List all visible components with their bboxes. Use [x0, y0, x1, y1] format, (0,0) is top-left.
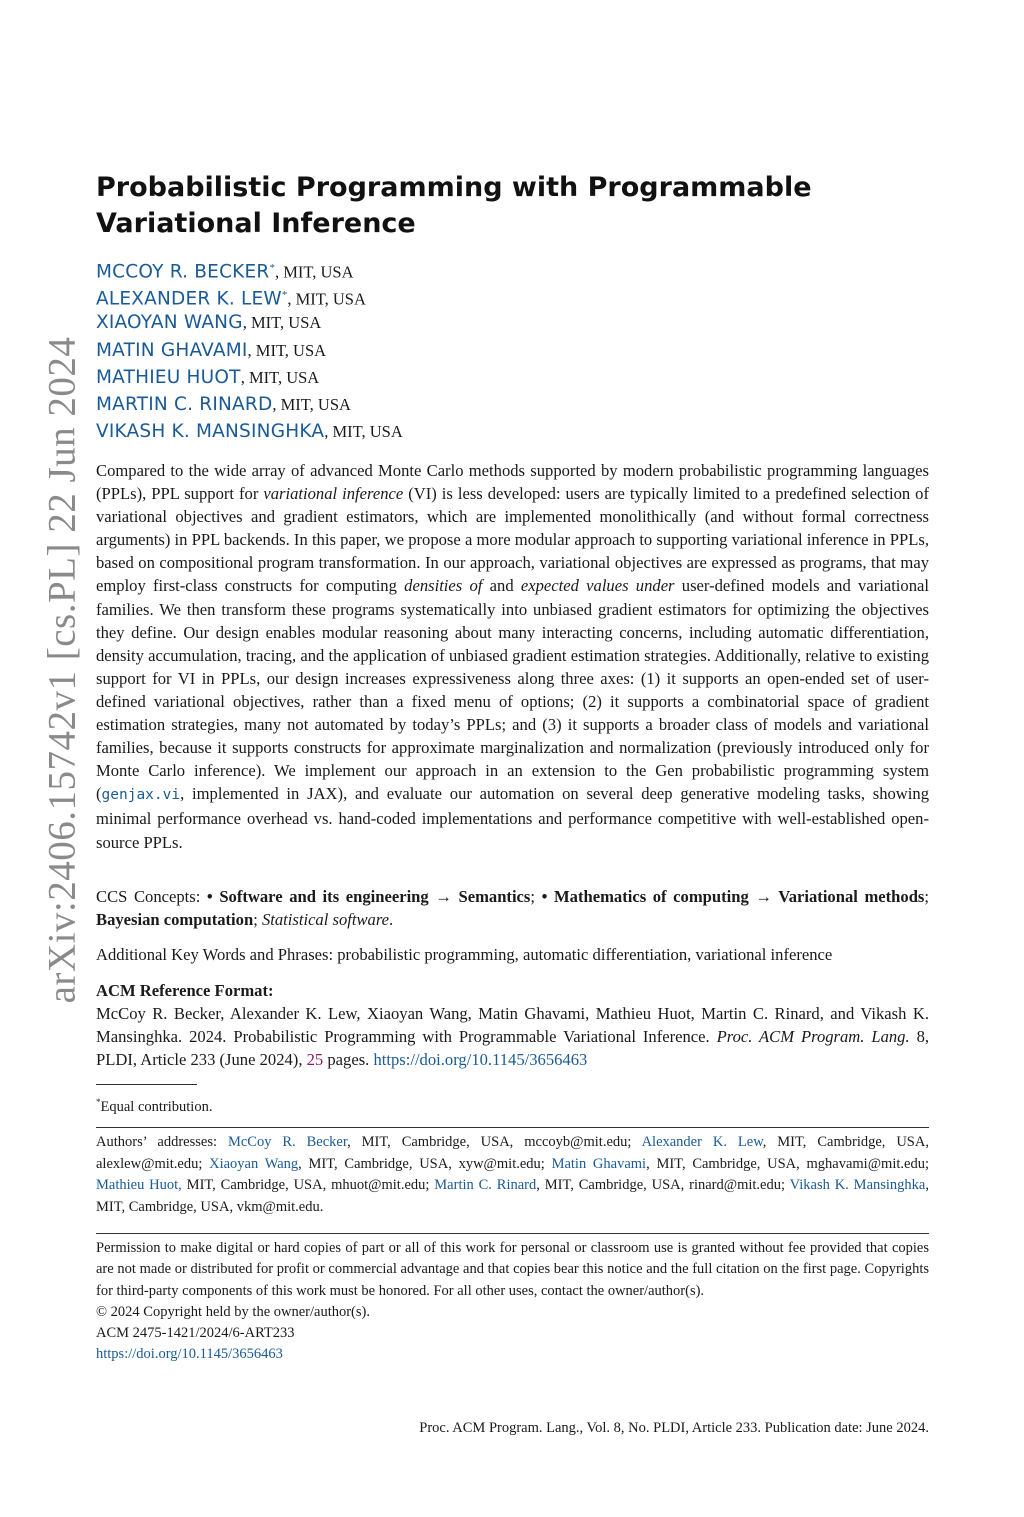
author-affiliation: , MIT, USA — [247, 340, 327, 360]
abstract-emphasis: expected values under — [520, 576, 675, 596]
author-name[interactable]: MCCOY R. BECKER — [96, 261, 270, 283]
author-affiliation: , MIT, USA — [272, 394, 351, 414]
ccs-concept: Statistical software — [261, 910, 390, 929]
author-entry — [96, 418, 403, 445]
doi-link[interactable]: https://doi.org/10.1145/3656463 — [96, 1346, 283, 1363]
address-text: , MIT, Cambridge, USA, rinard@mit.edu; — [536, 1177, 790, 1193]
author-entry — [96, 391, 403, 418]
paper-title — [96, 170, 929, 242]
address-author-name[interactable]: Matin Ghavami — [551, 1155, 647, 1172]
author-affiliation: , MIT, USA — [242, 313, 322, 333]
address-author-name[interactable]: Xiaoyan Wang — [209, 1155, 299, 1172]
abstract-text: Compared to the wide array of advanced Monte Carlo methods supported by modern probabilistic programming languages (PPLs), PPL support for — [96, 461, 929, 504]
abstract-text: (VI) is less developed: users are typically limited to a predefined selection of variational objectives and gradient estimators, which are implemented monolithically (and without formal correctness arguments) in PPL backends. In this paper, we propose a more modular approach to supporting variational inference in PPLs, based on compositional program transformation. In our approach, variational objectives are expressed as programs, that may employ first-class constructs for computing — [96, 484, 930, 596]
author-entry — [96, 309, 403, 336]
equal-contribution-mark: * — [269, 262, 275, 274]
address-text: Authors’ addresses: — [96, 1134, 228, 1150]
address-author-name[interactable]: McCoy R. Becker — [227, 1134, 348, 1150]
author-name[interactable]: VIKASH K. MANSINGHKA — [96, 421, 325, 443]
footnote-rule — [96, 1084, 197, 1085]
reference-text: McCoy R. Becker, Alexander K. Lew, Xiaoyan Wang, Matin Ghavami, Mathieu Huot, Martin C. Rinard, and Vikash K. Mansinghka. 2024. Probabilistic Programming with Programmable Variational Inference. — [96, 1004, 929, 1046]
divider — [96, 1233, 929, 1234]
ccs-separator: ; — [530, 887, 542, 906]
abstract-emphasis: densities of — [404, 576, 483, 596]
divider — [96, 1127, 929, 1128]
footnote — [96, 1092, 212, 1117]
abstract-text: and — [482, 576, 521, 596]
author-affiliation: , MIT, USA — [287, 289, 366, 309]
author-name[interactable]: ALEXANDER K. LEW — [96, 288, 282, 310]
author-affiliation: , MIT, USA — [274, 262, 354, 282]
author-entry — [96, 255, 403, 282]
title-line-2: Variational Inference — [96, 208, 416, 239]
address-text: MIT, Cambridge, USA, mhuot@mit.edu; — [181, 1177, 435, 1193]
address-author-name[interactable]: Vikash K. Mansinghka — [789, 1177, 926, 1193]
address-text: , MIT, Cambridge, USA, xyw@mit.edu; — [298, 1155, 552, 1172]
running-footer: Proc. ACM Program. Lang., Vol. 8, No. PLDI, Article 233. Publication date: June 2024. — [419, 1420, 929, 1436]
ccs-concept: • Mathematics of computing → Variational methods — [541, 887, 925, 906]
ccs-concepts — [96, 885, 929, 931]
ccs-separator: . — [389, 910, 394, 929]
footnote-text: Equal contribution. — [100, 1098, 213, 1115]
reference-journal: Proc. ACM Program. Lang. — [716, 1027, 910, 1046]
copyright-line: © 2024 Copyright held by the owner/author(s). — [96, 1303, 370, 1320]
page-count-link[interactable]: 25 — [306, 1050, 324, 1069]
ccs-separator: ; — [253, 910, 262, 929]
author-entry — [96, 364, 403, 391]
keywords: Additional Key Words and Phrases: probabilistic programming, automatic differentiation, variational inference — [96, 945, 833, 964]
reference-heading: ACM Reference Format: — [96, 981, 274, 1000]
address-text: , MIT, Cambridge, USA, mccoyb@mit.edu; — [347, 1134, 642, 1150]
author-name[interactable]: XIAOYAN WANG — [96, 312, 243, 334]
author-name[interactable]: MATHIEU HUOT — [96, 366, 241, 388]
reference-text: 8, PLDI, Article 233 (June 2024), — [96, 1027, 930, 1069]
permission-text: Permission to make digital or hard copies of part or all of this work for personal or classroom use is granted without fee provided that copies are not made or distributed for profit or commercial advantage and that copies bear this notice and the full citation on the first page. Copyrights for third-party components of this work must be honored. For all other uses, contact the owner/author(s). — [96, 1240, 929, 1299]
abstract-text: user-defined models and variational families. We then transform these programs systematically into unbiased gradient estimators for optimizing the objectives they define. Our design enables modular reasoning about many interacting concerns, including automatic differentiation, density accumulation, tracing, and the application of unbiased gradient estimation strategies. Additionally, relative to existing support for VI in PPLs, our design increases expressiveness along three axes: (1) it supports an open-ended set of user-defined variational objectives, rather than a fixed menu of options; (2) it supports a combinatorial space of gradient estimation strategies, many not automated by today’s PPLs; and (3) it supports a broader class of models and variational families, because it supports constructs for approximate marginalization and normalization (previously introduced only for Monte Carlo inference). We implement our approach in an extension to the Gen probabilistic programming system ( — [96, 576, 929, 804]
ccs-separator: ; — [924, 887, 930, 906]
ccs-concept: Bayesian computation — [96, 910, 254, 929]
abstract-emphasis: variational inference — [263, 484, 404, 504]
address-author-name[interactable]: Mathieu Huot, — [96, 1177, 182, 1193]
author-entry — [96, 282, 403, 309]
title-line-1: Probabilistic Programming with Programmable — [96, 172, 812, 203]
address-author-name[interactable]: Martin C. Rinard — [434, 1177, 537, 1193]
reference-text: pages. — [323, 1050, 374, 1069]
footnote-mark: * — [96, 1097, 101, 1107]
author-name[interactable]: MATIN GHAVAMI — [96, 339, 248, 361]
author-addresses — [96, 1132, 929, 1218]
author-affiliation: , MIT, USA — [240, 367, 320, 387]
address-text: , MIT, Cambridge, USA, alexlew@mit.edu; — [96, 1134, 929, 1172]
address-author-name[interactable]: Alexander K. Lew — [641, 1134, 763, 1150]
ccs-label: CCS Concepts: — [96, 887, 207, 906]
arxiv-stamp: arXiv:2406.15742v1 [cs.PL] 22 Jun 2024 — [40, 336, 84, 1004]
author-affiliation: , MIT, USA — [324, 422, 403, 442]
address-text: , MIT, Cambridge, USA, vkm@mit.edu. — [96, 1177, 929, 1215]
permission-notice — [96, 1238, 929, 1366]
doi-link[interactable]: https://doi.org/10.1145/3656463 — [373, 1050, 588, 1069]
abstract — [96, 459, 929, 854]
reference-format — [96, 1002, 929, 1071]
address-text: , MIT, Cambridge, USA, mghavami@mit.edu; — [646, 1155, 929, 1172]
ccs-concept: • Software and its engineering → Semantics — [206, 887, 531, 906]
author-list — [96, 255, 403, 445]
acm-code: ACM 2475-1421/2024/6-ART233 — [96, 1325, 295, 1342]
equal-contribution-mark: * — [281, 289, 288, 302]
abstract-text: , implemented in JAX), and evaluate our automation on several deep generative modeling tasks, showing minimal performance overhead vs. hand-coded implementations and performance competitive with well-established open-source PPLs. — [96, 784, 929, 852]
author-name[interactable]: MARTIN C. RINARD — [96, 393, 273, 415]
code-link[interactable]: genjax.vi — [101, 787, 181, 804]
author-entry — [96, 337, 403, 364]
